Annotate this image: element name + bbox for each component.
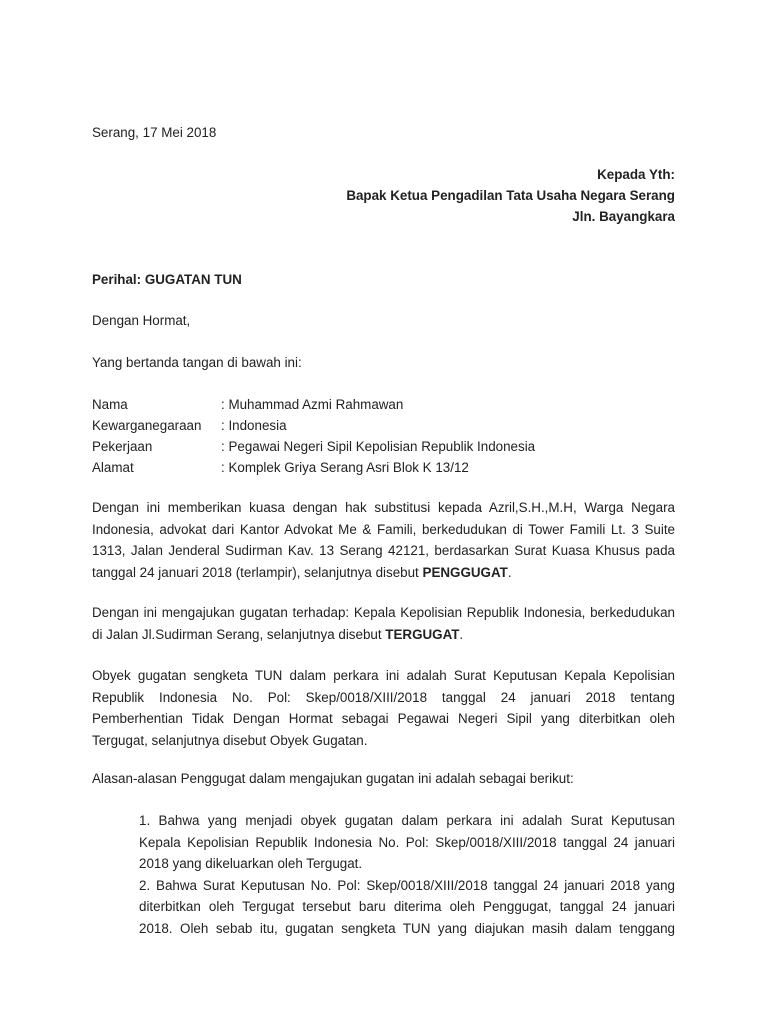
paragraph-line: tanggal 24 januari 2018 (terlampir), selanjutnya disebut PENGGUGAT. [92, 564, 512, 580]
field-label-kewarganegaraan: Kewarganegaraan [92, 418, 202, 433]
reasons-list [139, 810, 675, 939]
paragraph-line: Obyek gugatan sengketa TUN dalam perkara ini adalah Surat Keputusan Kepala Kepolisian [92, 668, 675, 683]
letter-intro: Yang bertanda tangan di bawah ini: [92, 355, 302, 370]
reasons-intro: Alasan-alasan Penggugat dalam mengajukan gugatan ini adalah sebagai berikut: [92, 771, 574, 786]
field-label-pekerjaan: Pekerjaan [92, 439, 153, 454]
recipient-line-2: Bapak Ketua Pengadilan Tata Usaha Negara Serang [346, 188, 675, 203]
paragraph-kuasa [92, 497, 675, 583]
paragraph-line: Indonesia, advokat dari Kantor Advokat Me & Famili, berkedudukan di Tower Famili Lt. 3 Suite [92, 521, 675, 537]
paragraph-line: Tergugat, selanjutnya disebut Obyek Gugatan. [92, 732, 368, 748]
letter-greeting: Dengan Hormat, [92, 313, 191, 328]
recipient-line-3: Jln. Bayangkara [572, 209, 675, 224]
paragraph-line: Dengan ini memberikan kuasa dengan hak substitusi kepada Azril,S.H.,M.H, Warga Negara [92, 500, 675, 515]
field-value-alamat: : Komplek Griya Serang Asri Blok K 13/12 [221, 460, 469, 475]
tergugat-label: TERGUGAT [385, 626, 460, 642]
recipient-line-1: Kepada Yth: [597, 167, 675, 182]
letter-page [92, 0, 675, 1024]
list-item-line: Kepala Kepolisian Republik Indonesia No. Pol: Skep/0018/XIII/2018 tanggal 24 januari [139, 834, 675, 850]
paragraph-tergugat [92, 602, 675, 645]
field-value-nama: : Muhammad Azmi Rahmawan [221, 397, 404, 412]
paragraph-line: Dengan ini mengajukan gugatan terhadap: Kepala Kepolisian Republik Indonesia, berkedudukan [92, 605, 675, 620]
list-item-line: 1. Bahwa yang menjadi obyek gugatan dalam perkara ini adalah Surat Keputusan [139, 813, 675, 828]
list-item-line: diterbitkan oleh Tergugat tersebut baru diterima oleh Penggugat, tanggal 24 januari [139, 899, 675, 914]
paragraph-line: Republik Indonesia No. Pol: Skep/0018/XIII/2018 tanggal 24 januari 2018 tentang [92, 689, 675, 705]
list-item-line: 2018 yang dikeluarkan oleh Tergugat. [139, 856, 363, 871]
letter-subject: Perihal: GUGATAN TUN [92, 272, 242, 287]
paragraph-line: Pemberhentian Tidak Dengan Hormat sebagai Pegawai Negeri Sipil yang diterbitkan oleh [92, 711, 675, 726]
penggugat-label: PENGGUGAT [422, 564, 508, 580]
field-label-nama: Nama [92, 397, 128, 412]
list-item-line: 2018. Oleh sebab itu, gugatan sengketa TUN yang diajukan masih dalam tenggang [139, 920, 675, 936]
field-label-alamat: Alamat [92, 460, 134, 475]
paragraph-obyek-gugatan [92, 665, 675, 751]
list-item-line: 2. Bahwa Surat Keputusan No. Pol: Skep/0018/XIII/2018 tanggal 24 januari 2018 yang [139, 877, 675, 893]
field-value-pekerjaan: : Pegawai Negeri Sipil Kepolisian Republik Indonesia [221, 439, 536, 454]
paragraph-line: 1313, Jalan Jenderal Sudirman Kav. 13 Serang 42121, berdasarkan Surat Kuasa Khusus pada [92, 543, 675, 558]
letter-date: Serang, 17 Mei 2018 [92, 125, 217, 140]
field-value-kewarganegaraan: : Indonesia [221, 418, 287, 433]
paragraph-line: di Jalan Jl.Sudirman Serang, selanjutnya disebut TERGUGAT. [92, 626, 464, 642]
